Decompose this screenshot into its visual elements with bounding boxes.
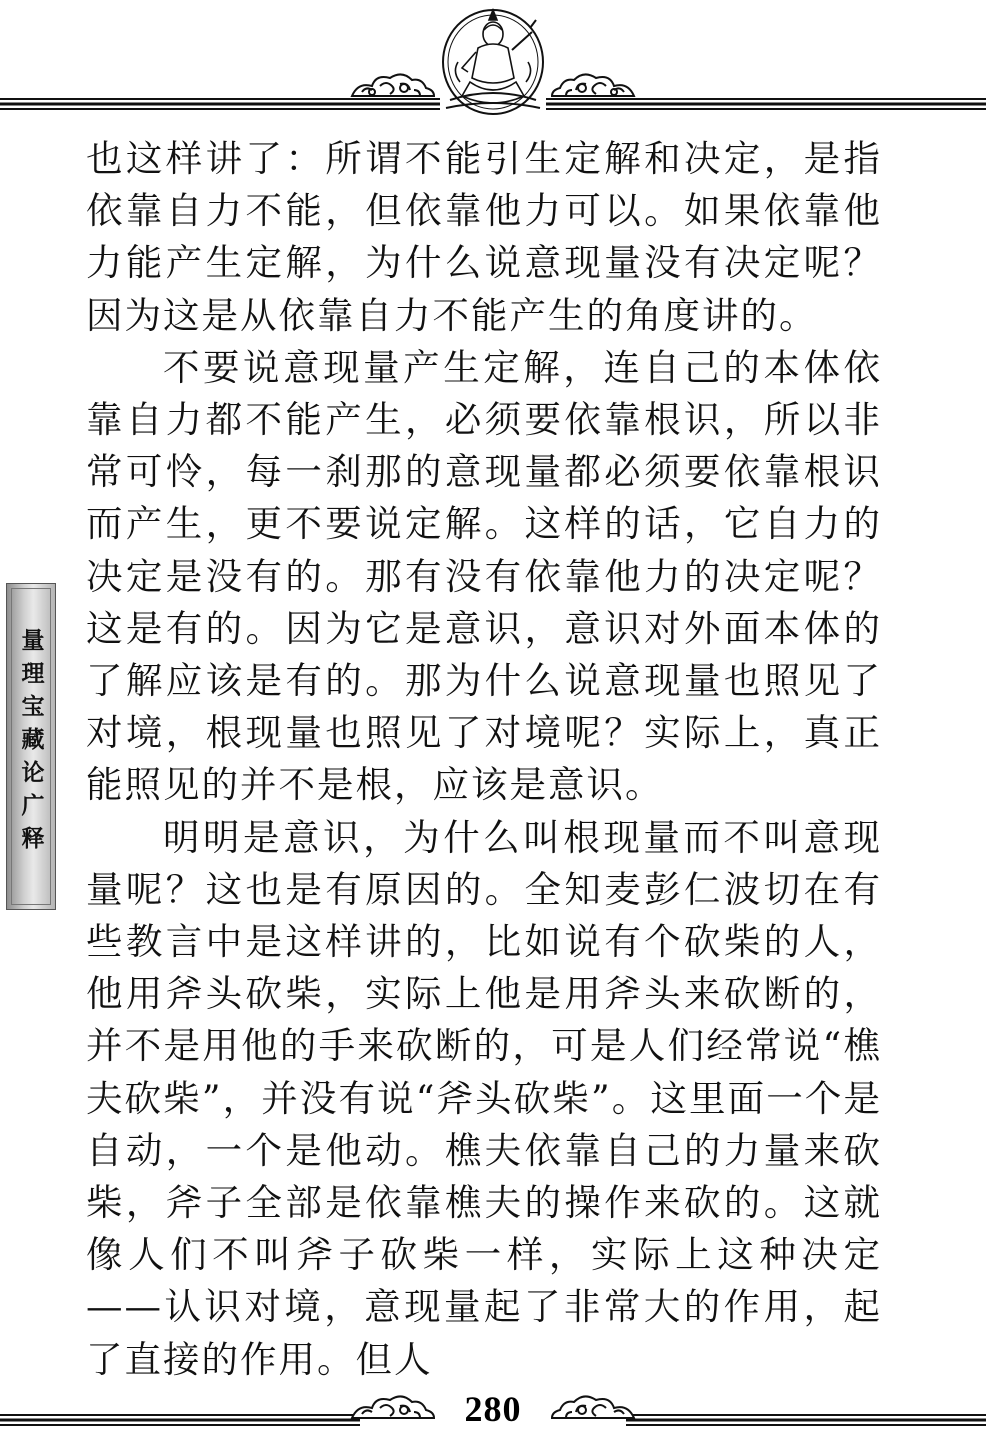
- paragraph: 也这样讲了：所谓不能引生定解和决定，是指依靠自力不能，但依靠他力可以。如果依靠他力能产生定解，为什么说意现量没有决定呢？因为这是从依靠自力不能产生的角度讲的。: [86, 137, 882, 337]
- paragraph: 明明是意识，为什么叫根现量而不叫意现量呢？这也是有原因的。全知麦彭仁波切在有些教言中是这样讲的，比如说有个砍柴的人，他用斧头砍柴，实际上他是用斧头来砍断的，并不是用他的手来砍断的，可是人们经常说“樵夫砍柴”，并没有说“斧头砍柴”。这里面一个是自动，一个是他动。樵夫依靠自己的力量来砍柴，斧子全部是依靠樵夫的操作来砍的。这就像人们不叫斧子砍柴一样，实际上这种决定——认识对境，意现量起了非常大的作用，起了直接的作用。但人: [86, 815, 882, 1381]
- deity-figure-icon: [440, 10, 546, 114]
- book-title-side-tab: [6, 583, 56, 910]
- page-number: 280: [464, 1389, 522, 1429]
- body-text: [86, 133, 882, 1386]
- page-header-ornament: [0, 0, 986, 125]
- page-footer-ornament: [0, 1378, 986, 1443]
- cloud-scroll-icon: [352, 74, 434, 96]
- book-title: 量理宝藏论广释: [17, 628, 44, 859]
- paragraph: 不要说意现量产生定解，连自己的本体依靠自力都不能产生，必须要依靠根识，所以非常可怜，每一刹那的意现量都必须要依靠根识而产生，更不要说定解。这样的话，它自力的决定是没有的。那有没有依靠他力的决定呢？这是有的。因为它是意识，意识对外面本体的了解应该是有的。那为什么说意现量也照见了对境，根现量也照见了对境呢？实际上，真正能照见的并不是根，应该是意识。: [86, 345, 882, 807]
- cloud-scroll-icon: [552, 74, 634, 96]
